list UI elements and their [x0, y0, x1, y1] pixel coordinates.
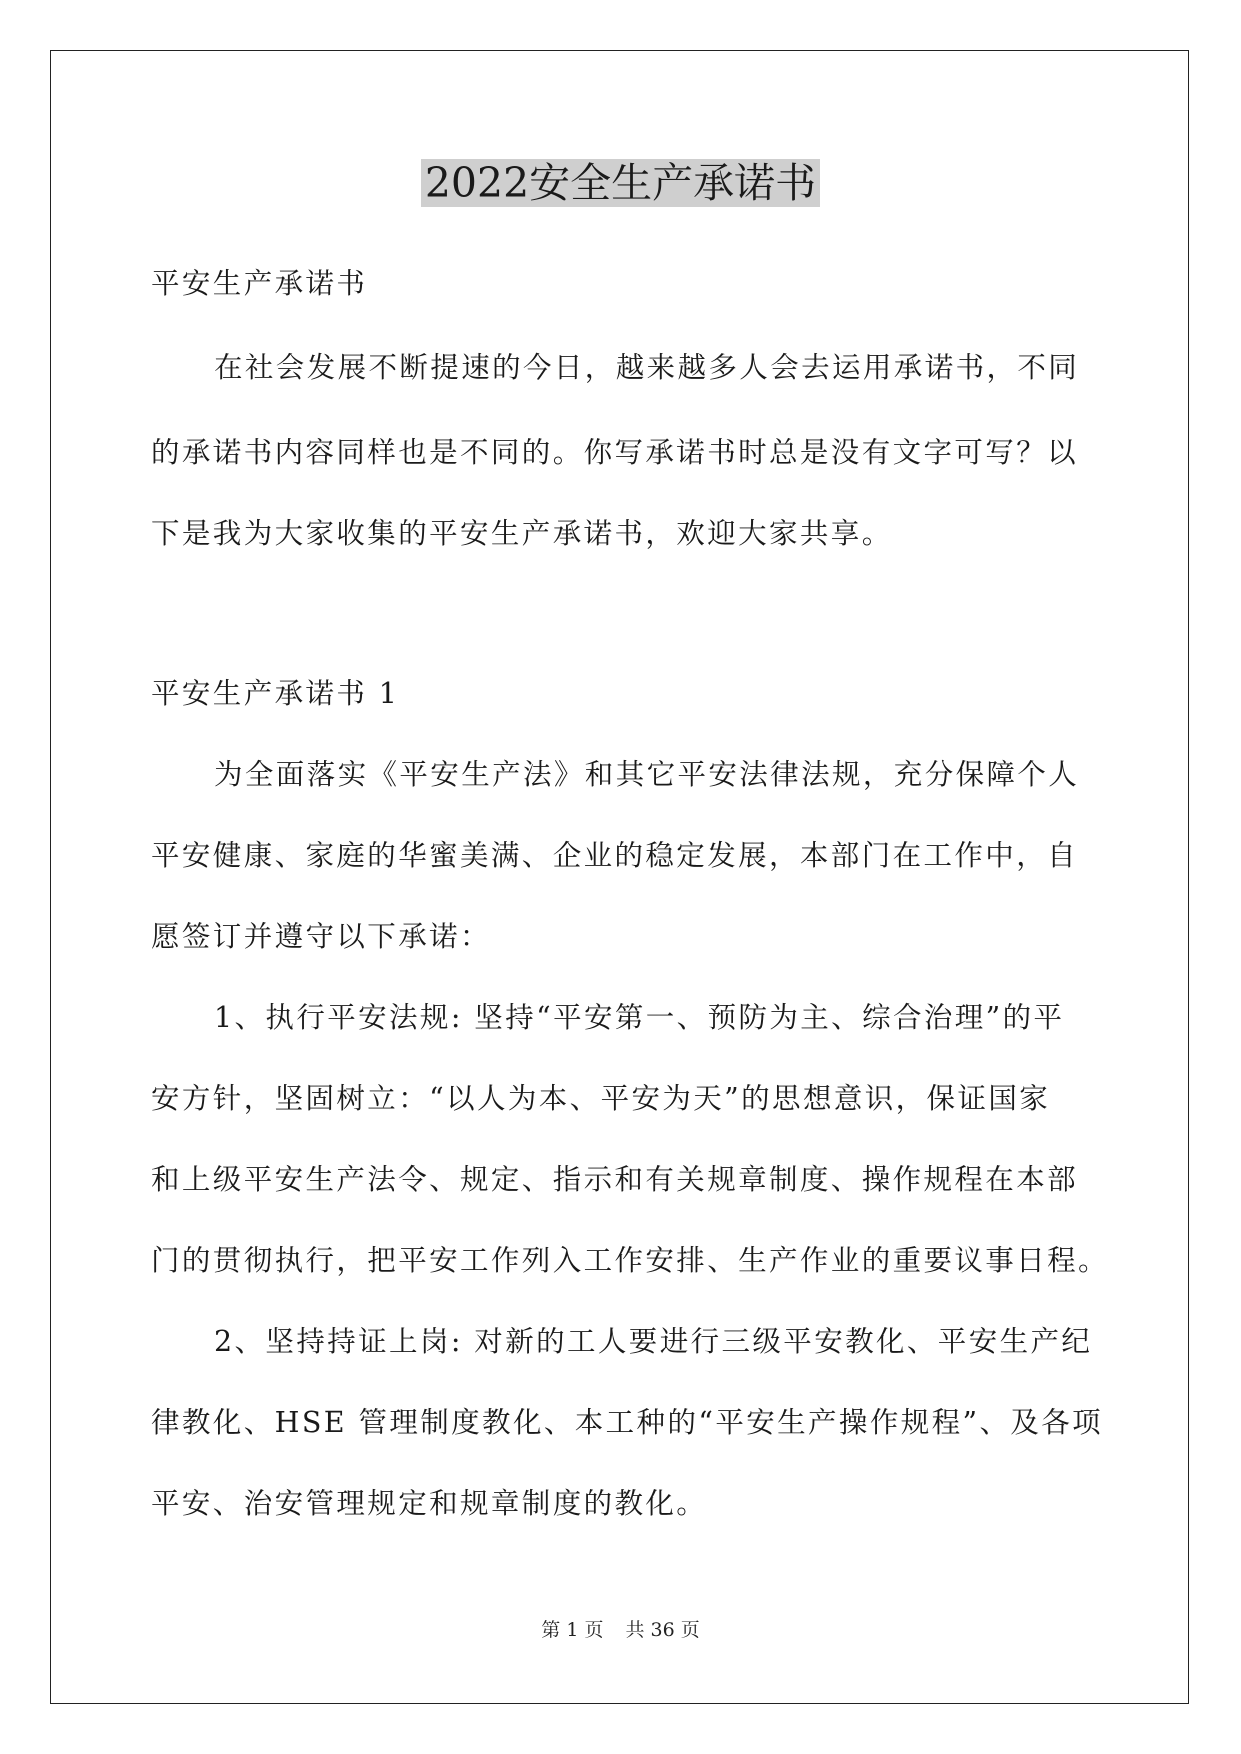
paragraph-line: 门的贯彻执行，把平安工作列入工作安排、生产作业的重要议事日程。 — [151, 1244, 1109, 1277]
page-footer — [0, 1618, 1241, 1642]
intro-line: 下是我为大家收集的平安生产承诺书，欢迎大家共享。 — [151, 517, 893, 550]
page-total: 共 36 页 — [625, 1619, 700, 1641]
paragraph-line: 2、坚持持证上岗: 对新的工人要进行三级平安教化、平安生产纪 — [214, 1325, 1093, 1358]
subtitle: 平安生产承诺书 — [151, 267, 368, 300]
paragraph-line: 和上级平安生产法令、规定、指示和有关规章制度、操作规程在本部 — [151, 1163, 1079, 1196]
document-title-text: 2022安全生产承诺书 — [421, 159, 820, 207]
page-number: 第 1 页 — [541, 1619, 604, 1641]
intro-line: 在社会发展不断提速的今日，越来越多人会去运用承诺书，不同 — [214, 351, 1080, 384]
paragraph-line: 平安、治安管理规定和规章制度的教化。 — [151, 1487, 708, 1520]
paragraph-line: 平安健康、家庭的华蜜美满、企业的稳定发展，本部门在工作中，自 — [151, 839, 1079, 872]
paragraph-line: 为全面落实《平安生产法》和其它平安法律法规，充分保障个人 — [214, 758, 1080, 791]
paragraph-line: 愿签订并遵守以下承诺： — [151, 920, 491, 953]
intro-line: 的承诺书内容同样也是不同的。你写承诺书时总是没有文字可写？以 — [151, 436, 1079, 469]
paragraph-line: 1、执行平安法规: 坚持“平安第一、预防为主、综合治理”的平 — [214, 1001, 1065, 1034]
paragraph-line: 安方针，坚固树立：“以人为本、平安为天”的思想意识，保证国家 — [151, 1082, 1051, 1115]
paragraph-line: 律教化、HSE 管理制度教化、本工种的“平安生产操作规程”、及各项 — [151, 1406, 1104, 1439]
document-title — [0, 155, 1241, 211]
section-heading: 平安生产承诺书 1 — [151, 677, 400, 710]
